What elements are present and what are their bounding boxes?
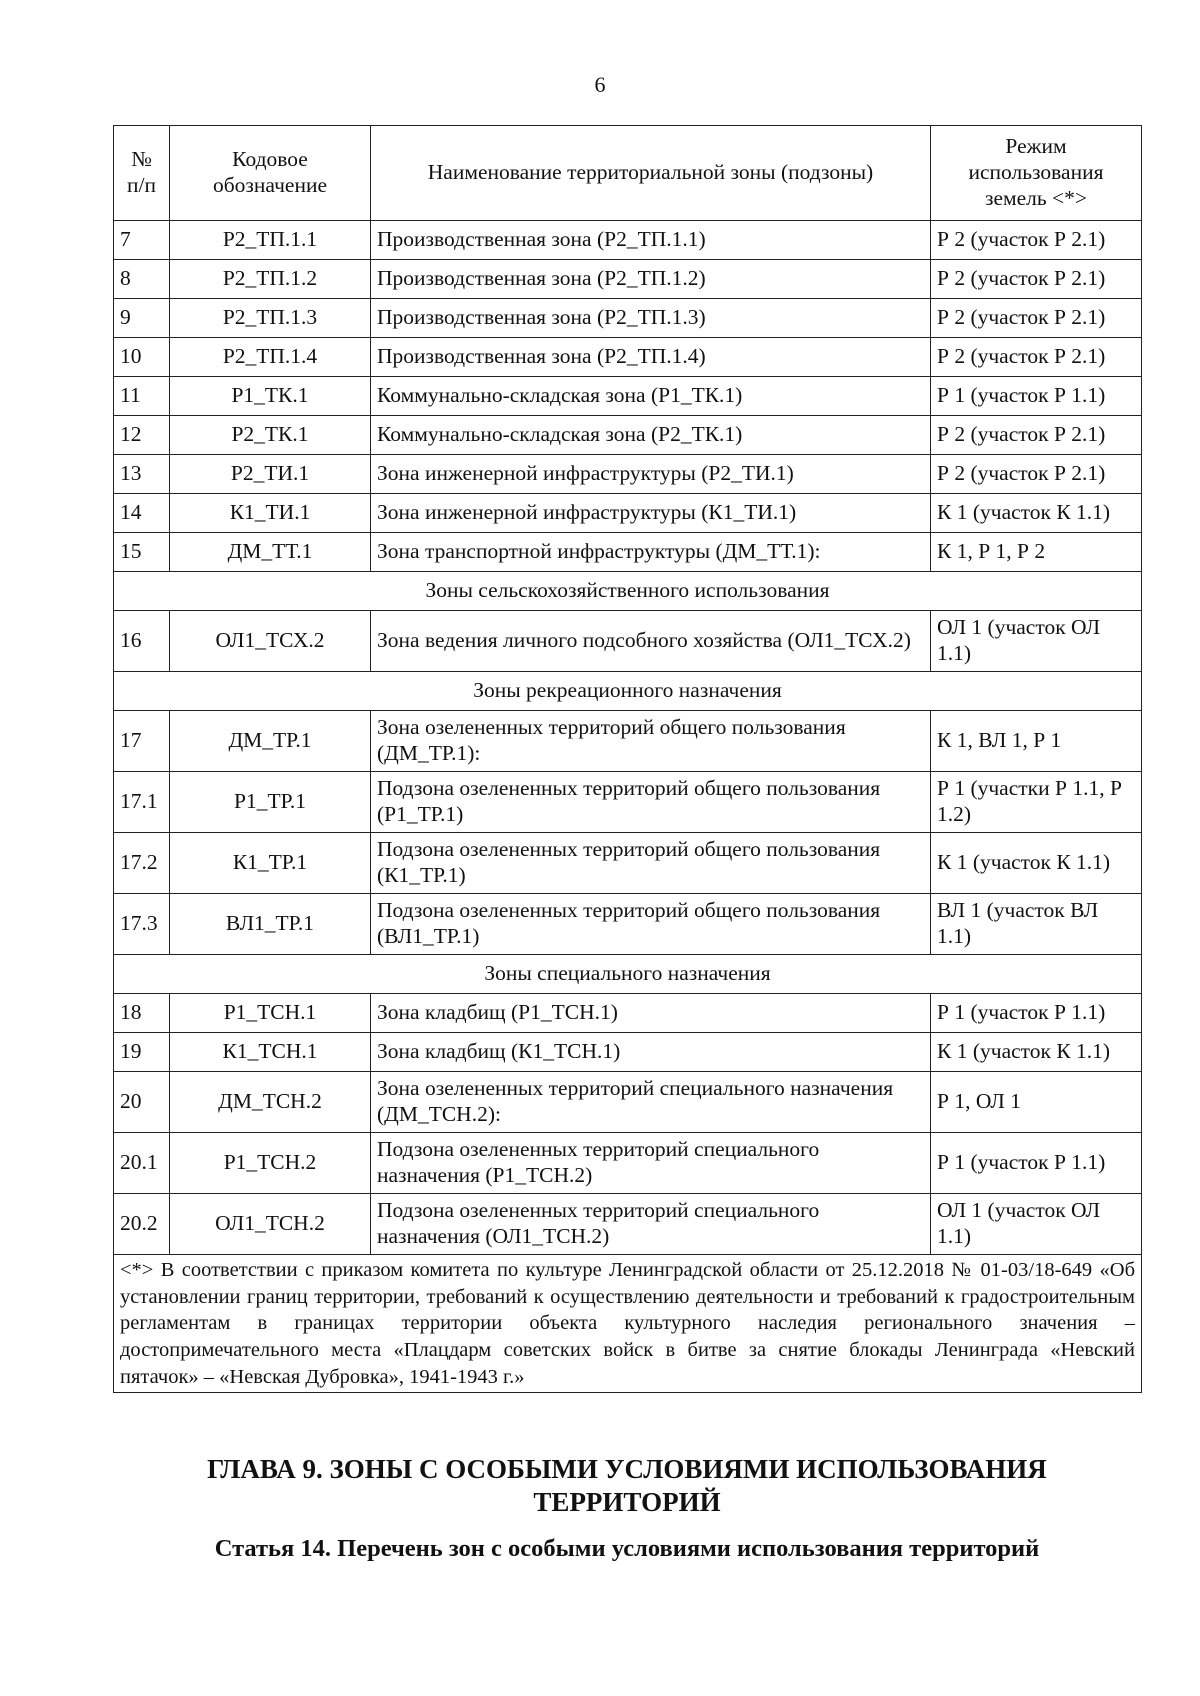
table-row bbox=[114, 338, 1142, 377]
land-use-mode: К 1, ВЛ 1, Р 1 bbox=[931, 711, 1142, 772]
row-number: 13 bbox=[114, 455, 170, 494]
zone-code: Р2_ТП.1.2 bbox=[170, 260, 371, 299]
zone-code: ДМ_ТТ.1 bbox=[170, 533, 371, 572]
zone-code: Р2_ТИ.1 bbox=[170, 455, 371, 494]
article-title: Статья 14. Перечень зон с особыми условиями использования территорий bbox=[214, 1535, 1040, 1562]
header-code: Кодовое обозначение bbox=[170, 126, 371, 221]
zone-code: К1_ТСН.1 bbox=[170, 1033, 371, 1072]
land-use-mode: К 1 (участок К 1.1) bbox=[931, 494, 1142, 533]
row-number: 17 bbox=[114, 711, 170, 772]
land-use-mode: Р 2 (участок Р 2.1) bbox=[931, 416, 1142, 455]
zone-code: Р1_ТК.1 bbox=[170, 377, 371, 416]
land-use-mode: К 1 (участок К 1.1) bbox=[931, 833, 1142, 894]
footnote-row bbox=[114, 1255, 1142, 1393]
zone-code: Р2_ТК.1 bbox=[170, 416, 371, 455]
zone-name: Зона транспортной инфраструктуры (ДМ_ТТ.1): bbox=[371, 533, 931, 572]
land-use-mode: ОЛ 1 (участок ОЛ 1.1) bbox=[931, 611, 1142, 672]
row-number: 16 bbox=[114, 611, 170, 672]
row-number: 14 bbox=[114, 494, 170, 533]
zone-name: Производственная зона (Р2_ТП.1.2) bbox=[371, 260, 931, 299]
section-title: Зоны специального назначения bbox=[114, 955, 1142, 994]
row-number: 15 bbox=[114, 533, 170, 572]
table-row bbox=[114, 1194, 1142, 1255]
zone-name: Производственная зона (Р2_ТП.1.4) bbox=[371, 338, 931, 377]
footnote: <*> В соответствии с приказом комитета по культуре Ленинградской области от 25.12.2018 № 01-03/18-649 «Об установлении границ территории, требований к осуществлению деятельности и требований к градостроительным регламентам в границах территории объекта культурного наследия регионального значения – достопримечательного места «Плацдарм советских войск в битве за снятие блокады Ленинграда «Невский пятачок» – «Невская Дубровка», 1941-1943 г.» bbox=[114, 1255, 1142, 1393]
zone-name: Производственная зона (Р2_ТП.1.3) bbox=[371, 299, 931, 338]
land-use-mode: К 1 (участок К 1.1) bbox=[931, 1033, 1142, 1072]
section-header-row bbox=[114, 955, 1142, 994]
land-use-mode: Р 1 (участок Р 1.1) bbox=[931, 994, 1142, 1033]
zone-code: Р2_ТП.1.3 bbox=[170, 299, 371, 338]
land-use-mode: ОЛ 1 (участок ОЛ 1.1) bbox=[931, 1194, 1142, 1255]
zone-code: Р1_ТСН.1 bbox=[170, 994, 371, 1033]
zone-name: Зона кладбищ (К1_ТСН.1) bbox=[371, 1033, 931, 1072]
table-row bbox=[114, 1072, 1142, 1133]
zone-code: ВЛ1_ТР.1 bbox=[170, 894, 371, 955]
zones-table-body bbox=[114, 221, 1142, 1255]
table-row bbox=[114, 1033, 1142, 1072]
zone-code: ОЛ1_ТСН.2 bbox=[170, 1194, 371, 1255]
table-row bbox=[114, 994, 1142, 1033]
header-number: № п/п bbox=[114, 126, 170, 221]
zone-name: Производственная зона (Р2_ТП.1.1) bbox=[371, 221, 931, 260]
zone-code: К1_ТИ.1 bbox=[170, 494, 371, 533]
zone-name: Подзона озелененных территорий специального назначения (ОЛ1_ТСН.2) bbox=[371, 1194, 931, 1255]
table-header-row bbox=[114, 126, 1142, 221]
table-row bbox=[114, 533, 1142, 572]
row-number: 11 bbox=[114, 377, 170, 416]
land-use-mode: Р 1, ОЛ 1 bbox=[931, 1072, 1142, 1133]
row-number: 20.1 bbox=[114, 1133, 170, 1194]
row-number: 9 bbox=[114, 299, 170, 338]
zone-name: Подзона озелененных территорий общего пользования (ВЛ1_ТР.1) bbox=[371, 894, 931, 955]
land-use-mode: Р 2 (участок Р 2.1) bbox=[931, 299, 1142, 338]
zone-code: К1_ТР.1 bbox=[170, 833, 371, 894]
table-row bbox=[114, 416, 1142, 455]
zone-name: Подзона озелененных территорий общего пользования (К1_ТР.1) bbox=[371, 833, 931, 894]
zone-name: Подзона озелененных территорий специального назначения (Р1_ТСН.2) bbox=[371, 1133, 931, 1194]
header-land-use-mode: Режим использования земель <*> bbox=[931, 126, 1142, 221]
land-use-mode: Р 2 (участок Р 2.1) bbox=[931, 221, 1142, 260]
row-number: 17.2 bbox=[114, 833, 170, 894]
zone-code: Р1_ТСН.2 bbox=[170, 1133, 371, 1194]
zone-name: Коммунально-складская зона (Р1_ТК.1) bbox=[371, 377, 931, 416]
table-row bbox=[114, 611, 1142, 672]
land-use-mode: Р 2 (участок Р 2.1) bbox=[931, 260, 1142, 299]
zone-code: Р1_ТР.1 bbox=[170, 772, 371, 833]
land-use-mode: Р 1 (участок Р 1.1) bbox=[931, 1133, 1142, 1194]
page-number: 6 bbox=[594, 72, 606, 97]
land-use-mode: ВЛ 1 (участок ВЛ 1.1) bbox=[931, 894, 1142, 955]
land-use-mode: Р 1 (участки Р 1.1, Р 1.2) bbox=[931, 772, 1142, 833]
land-use-mode: Р 1 (участок Р 1.1) bbox=[931, 377, 1142, 416]
land-use-mode: Р 2 (участок Р 2.1) bbox=[931, 455, 1142, 494]
section-title: Зоны сельскохозяйственного использования bbox=[114, 572, 1142, 611]
land-use-mode: К 1, Р 1, Р 2 bbox=[931, 533, 1142, 572]
table-row bbox=[114, 299, 1142, 338]
zone-name: Подзона озелененных территорий общего пользования (Р1_ТР.1) bbox=[371, 772, 931, 833]
table-row bbox=[114, 1133, 1142, 1194]
zone-code: Р2_ТП.1.4 bbox=[170, 338, 371, 377]
land-use-mode: Р 2 (участок Р 2.1) bbox=[931, 338, 1142, 377]
chapter-title: ГЛАВА 9. ЗОНЫ С ОСОБЫМИ УСЛОВИЯМИ ИСПОЛЬЗОВАНИЯ ТЕРРИТОРИЙ bbox=[207, 1454, 1047, 1517]
zone-name: Зона кладбищ (Р1_ТСН.1) bbox=[371, 994, 931, 1033]
zone-name: Зона инженерной инфраструктуры (Р2_ТИ.1) bbox=[371, 455, 931, 494]
section-title: Зоны рекреационного назначения bbox=[114, 672, 1142, 711]
table-row bbox=[114, 221, 1142, 260]
row-number: 10 bbox=[114, 338, 170, 377]
zone-name: Зона ведения личного подсобного хозяйства (ОЛ1_ТСХ.2) bbox=[371, 611, 931, 672]
row-number: 8 bbox=[114, 260, 170, 299]
row-number: 20 bbox=[114, 1072, 170, 1133]
header-zone-name: Наименование территориальной зоны (подзоны) bbox=[371, 126, 931, 221]
zone-name: Коммунально-складская зона (Р2_ТК.1) bbox=[371, 416, 931, 455]
zone-code: ДМ_ТСН.2 bbox=[170, 1072, 371, 1133]
section-header-row bbox=[114, 572, 1142, 611]
table-row bbox=[114, 377, 1142, 416]
zones-table bbox=[113, 125, 1142, 1393]
zone-code: Р2_ТП.1.1 bbox=[170, 221, 371, 260]
table-row bbox=[114, 711, 1142, 772]
zone-code: ДМ_ТР.1 bbox=[170, 711, 371, 772]
row-number: 19 bbox=[114, 1033, 170, 1072]
table-row bbox=[114, 260, 1142, 299]
row-number: 20.2 bbox=[114, 1194, 170, 1255]
section-header-row bbox=[114, 672, 1142, 711]
row-number: 18 bbox=[114, 994, 170, 1033]
zone-name: Зона озелененных территорий специального назначения (ДМ_ТСН.2): bbox=[371, 1072, 931, 1133]
row-number: 7 bbox=[114, 221, 170, 260]
table-row bbox=[114, 894, 1142, 955]
zone-code: ОЛ1_ТСХ.2 bbox=[170, 611, 371, 672]
table-row bbox=[114, 455, 1142, 494]
zone-name: Зона озелененных территорий общего пользования (ДМ_ТР.1): bbox=[371, 711, 931, 772]
zone-name: Зона инженерной инфраструктуры (К1_ТИ.1) bbox=[371, 494, 931, 533]
row-number: 12 bbox=[114, 416, 170, 455]
row-number: 17.3 bbox=[114, 894, 170, 955]
table-row bbox=[114, 833, 1142, 894]
table-row bbox=[114, 772, 1142, 833]
row-number: 17.1 bbox=[114, 772, 170, 833]
table-row bbox=[114, 494, 1142, 533]
